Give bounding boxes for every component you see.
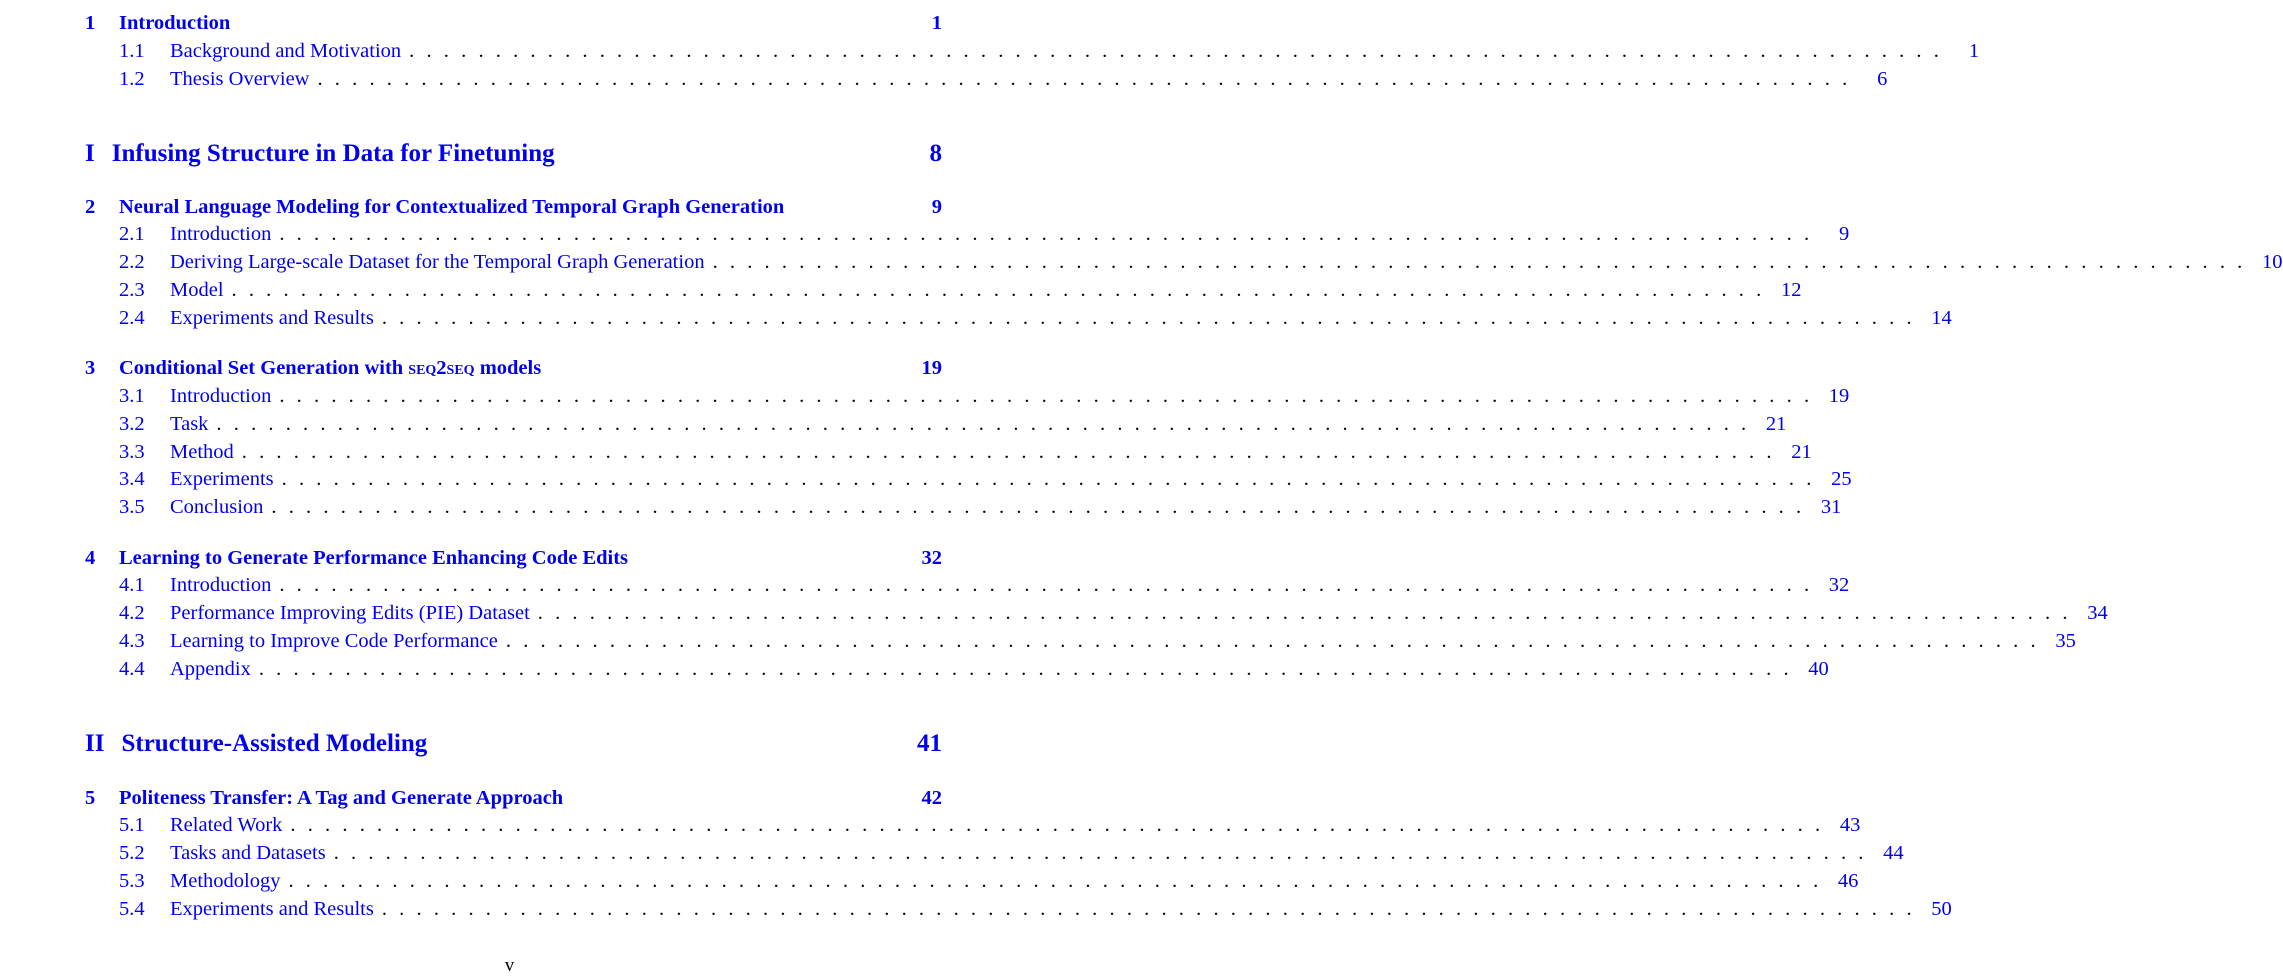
section-page: 1 bbox=[1968, 40, 1980, 62]
dot-leader: ......................................................................................... bbox=[333, 842, 1876, 864]
section-title: Appendix bbox=[170, 658, 251, 680]
section-number: 5.4 bbox=[119, 898, 145, 920]
toc-section-4-1[interactable] bbox=[119, 574, 1850, 600]
section-page: 21 bbox=[1791, 441, 1812, 463]
chapter-title: Introduction bbox=[119, 12, 231, 34]
toc-section-3-4[interactable] bbox=[119, 468, 1852, 494]
section-page: 31 bbox=[1820, 496, 1842, 518]
dot-leader: ......................................................................................... bbox=[241, 441, 1784, 463]
dot-leader: ......................................................................................... bbox=[279, 385, 1822, 407]
section-page: 6 bbox=[1877, 68, 1888, 90]
section-number: 4.3 bbox=[119, 630, 145, 652]
chapter-title-part: models bbox=[474, 357, 542, 379]
dot-leader: ......................................................................................... bbox=[281, 468, 1824, 490]
toc-chapter-1[interactable] bbox=[85, 12, 942, 38]
section-number: 2.1 bbox=[119, 223, 145, 245]
dot-leader: ......................................................................................... bbox=[712, 251, 2255, 273]
chapter-page: 32 bbox=[921, 547, 942, 569]
section-title: Model bbox=[170, 279, 224, 301]
toc-section-2-4[interactable] bbox=[119, 307, 1952, 333]
part-page: 41 bbox=[917, 730, 942, 757]
toc-section-2-2[interactable] bbox=[119, 251, 2283, 277]
section-page: 46 bbox=[1837, 870, 1859, 892]
dot-leader: ......................................................................................... bbox=[290, 814, 1833, 836]
section-title: Deriving Large-scale Dataset for the Temporal Graph Generation bbox=[170, 251, 705, 273]
section-title: Introduction bbox=[170, 385, 272, 407]
section-page: 44 bbox=[1883, 842, 1904, 864]
toc-section-2-3[interactable] bbox=[119, 279, 1802, 305]
section-number: 2.4 bbox=[119, 307, 145, 329]
toc-section-5-1[interactable] bbox=[119, 814, 1861, 840]
page-folio: v bbox=[504, 955, 515, 976]
section-title: Background and Motivation bbox=[170, 40, 402, 62]
toc-chapter-2[interactable] bbox=[85, 196, 942, 222]
toc-section-5-2[interactable] bbox=[119, 842, 1904, 868]
part-number: I bbox=[85, 140, 95, 167]
section-page: 19 bbox=[1828, 385, 1850, 407]
dot-leader: ......................................................................................... bbox=[505, 630, 2048, 652]
chapter-title: Politeness Transfer: A Tag and Generate Approach bbox=[119, 787, 564, 809]
chapter-page: 1 bbox=[931, 12, 942, 34]
toc-section-3-3[interactable] bbox=[119, 441, 1812, 467]
dot-leader: ......................................................................................... bbox=[381, 307, 1924, 329]
section-page: 10 bbox=[2262, 251, 2283, 273]
chapter-number: 2 bbox=[85, 196, 96, 218]
section-title: Experiments and Results bbox=[170, 898, 374, 920]
section-page: 35 bbox=[2055, 630, 2076, 652]
section-number: 1.1 bbox=[119, 40, 145, 62]
chapter-title: Neural Language Modeling for Contextualized Temporal Graph Generation bbox=[119, 196, 785, 218]
section-number: 3.2 bbox=[119, 413, 145, 435]
section-number: 3.1 bbox=[119, 385, 145, 407]
section-title: Method bbox=[170, 441, 234, 463]
chapter-page: 9 bbox=[931, 196, 942, 218]
section-page: 21 bbox=[1765, 413, 1787, 435]
toc-section-4-3[interactable] bbox=[119, 630, 2076, 656]
chapter-number: 3 bbox=[85, 357, 96, 379]
toc-section-1-2[interactable] bbox=[119, 68, 1888, 94]
toc-section-3-5[interactable] bbox=[119, 496, 1842, 522]
toc-chapter-3[interactable] bbox=[85, 357, 942, 383]
section-title: Tasks and Datasets bbox=[170, 842, 326, 864]
part-page: 8 bbox=[929, 140, 942, 167]
section-title: Performance Improving Edits (PIE) Dataset bbox=[170, 602, 530, 624]
section-number: 5.1 bbox=[119, 814, 145, 836]
chapter-page: 19 bbox=[921, 357, 942, 379]
section-number: 1.2 bbox=[119, 68, 145, 90]
section-title: Related Work bbox=[170, 814, 283, 836]
chapter-number: 4 bbox=[85, 547, 96, 569]
chapter-number: 1 bbox=[85, 12, 96, 34]
section-title: Experiments bbox=[170, 468, 274, 490]
section-title: Conclusion bbox=[170, 496, 264, 518]
section-title: Task bbox=[170, 413, 209, 435]
dot-leader: ......................................................................................... bbox=[317, 68, 1860, 90]
section-number: 2.3 bbox=[119, 279, 145, 301]
section-page: 32 bbox=[1828, 574, 1850, 596]
section-number: 4.2 bbox=[119, 602, 145, 624]
dot-leader: ......................................................................................... bbox=[216, 413, 1759, 435]
section-page: 40 bbox=[1808, 658, 1829, 680]
toc-section-4-4[interactable] bbox=[119, 658, 1829, 684]
toc-part-1[interactable] bbox=[85, 140, 942, 174]
section-title: Learning to Improve Code Performance bbox=[170, 630, 498, 652]
dot-leader: ......................................................................................... bbox=[279, 223, 1822, 245]
toc-chapter-4[interactable] bbox=[85, 547, 942, 573]
section-number: 5.3 bbox=[119, 870, 145, 892]
section-title: Methodology bbox=[170, 870, 281, 892]
dot-leader: ......................................................................................... bbox=[409, 40, 1952, 62]
section-number: 3.5 bbox=[119, 496, 145, 518]
section-number: 4.4 bbox=[119, 658, 145, 680]
toc-section-3-2[interactable] bbox=[119, 413, 1787, 439]
section-page: 50 bbox=[1931, 898, 1952, 920]
dot-leader: ......................................................................................... bbox=[537, 602, 2080, 624]
section-title: Experiments and Results bbox=[170, 307, 374, 329]
section-page: 14 bbox=[1931, 307, 1952, 329]
chapter-title bbox=[119, 357, 922, 380]
chapter-title: Learning to Generate Performance Enhancing Code Edits bbox=[119, 547, 629, 569]
section-title: Introduction bbox=[170, 223, 272, 245]
section-page: 12 bbox=[1780, 279, 1802, 301]
section-page: 34 bbox=[2087, 602, 2108, 624]
section-number: 4.1 bbox=[119, 574, 145, 596]
section-number: 3.3 bbox=[119, 441, 145, 463]
toc-section-2-1[interactable] bbox=[119, 223, 1850, 249]
toc-part-2[interactable] bbox=[85, 730, 942, 764]
section-number: 5.2 bbox=[119, 842, 145, 864]
toc-section-5-4[interactable] bbox=[119, 898, 1952, 924]
section-title: Thesis Overview bbox=[170, 68, 310, 90]
section-page: 25 bbox=[1831, 468, 1852, 490]
section-title: Introduction bbox=[170, 574, 272, 596]
chapter-title-part: Conditional Set Generation with bbox=[119, 357, 409, 379]
part-title: Infusing Structure in Data for Finetuning bbox=[111, 140, 555, 167]
dot-leader: ......................................................................................... bbox=[271, 496, 1814, 518]
dot-leader: ......................................................................................... bbox=[279, 574, 1822, 596]
section-number: 3.4 bbox=[119, 468, 145, 490]
toc-section-1-1[interactable] bbox=[119, 40, 1980, 66]
chapter-number: 5 bbox=[85, 787, 96, 809]
toc-section-5-3[interactable] bbox=[119, 870, 1859, 896]
toc-chapter-5[interactable] bbox=[85, 787, 942, 813]
toc-section-3-1[interactable] bbox=[119, 385, 1850, 411]
chapter-page: 42 bbox=[921, 787, 942, 809]
section-page: 9 bbox=[1839, 223, 1850, 245]
dot-leader: ......................................................................................... bbox=[288, 870, 1831, 892]
part-number: II bbox=[85, 730, 105, 757]
chapter-title-smallcaps: seq2seq bbox=[408, 357, 475, 379]
dot-leader: ......................................................................................... bbox=[231, 279, 1774, 301]
part-title: Structure-Assisted Modeling bbox=[121, 730, 428, 757]
section-page: 43 bbox=[1839, 814, 1861, 836]
section-number: 2.2 bbox=[119, 251, 145, 273]
dot-leader: ......................................................................................... bbox=[381, 898, 1924, 920]
toc-section-4-2[interactable] bbox=[119, 602, 2108, 628]
dot-leader: ......................................................................................... bbox=[258, 658, 1801, 680]
